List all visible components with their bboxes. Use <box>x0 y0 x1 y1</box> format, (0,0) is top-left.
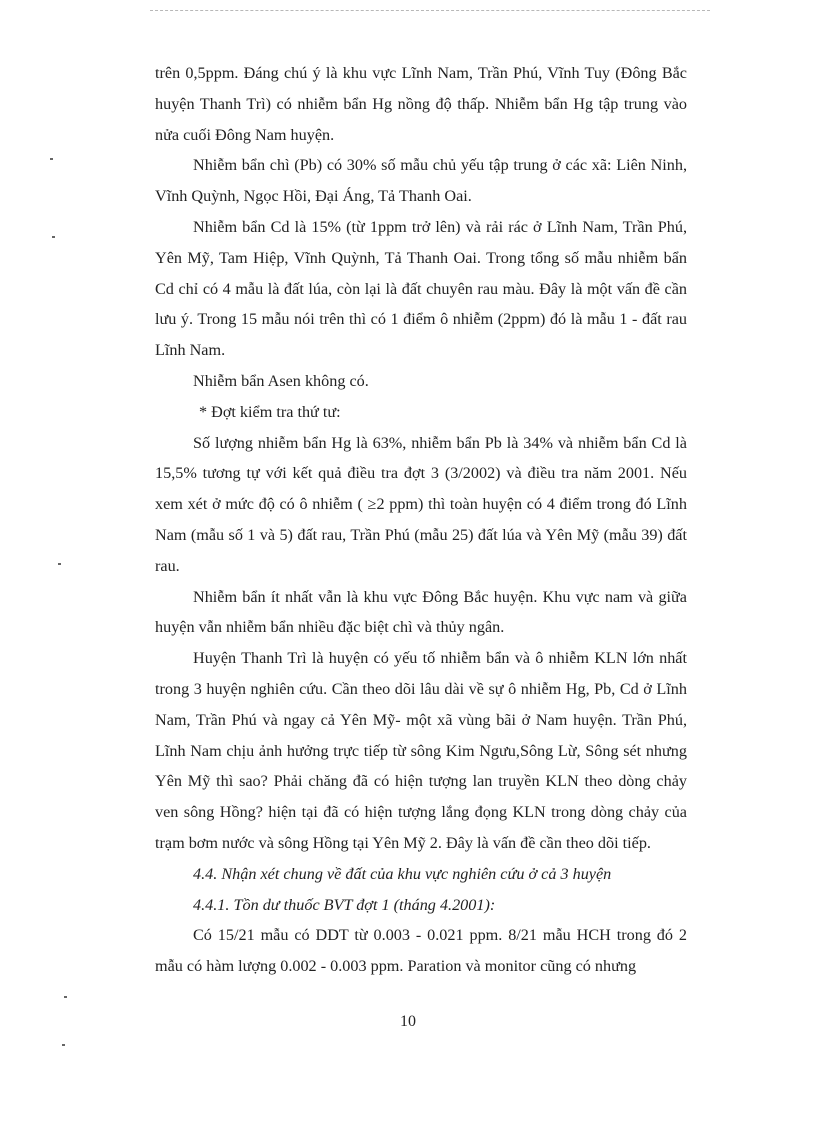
page-number: 10 <box>400 1013 416 1030</box>
document-body <box>155 58 687 982</box>
paragraph: Nhiễm bẩn Cd là 15% (từ 1ppm trở lên) và rải rác ở Lĩnh Nam, Trần Phú, Yên Mỹ, Tam Hiệp, Vĩnh Quỳnh, Tả Thanh Oai. Trong tổng số mẫu nhiễm bẩn Cd chỉ có 4 mẫu là đất lúa, còn lại là đất chuyên rau màu. Đây là một vấn đề cần lưu ý. Trong 15 mẫu nói trên thì có 1 điểm ô nhiễm (2ppm) đó là mẫu 1 - đất rau Lĩnh Nam. <box>155 217 687 360</box>
paragraph: Có 15/21 mẫu có DDT từ 0.003 - 0.021 ppm. 8/21 mẫu HCH trong đó 2 mẫu có hàm lượng 0.002 - 0.003 ppm. Paration và monitor cũng có nhưng <box>155 926 687 976</box>
margin-mark <box>62 1044 65 1046</box>
sub-heading: * Đợt kiểm tra thứ tư: <box>199 402 341 421</box>
paragraph: Nhiễm bẩn ít nhất vẫn là khu vực Đông Bắc huyện. Khu vực nam và giữa huyện vẫn nhiễm bẩn nhiều đặc biệt chì và thủy ngân. <box>155 587 687 637</box>
subsection-heading: 4.4.1. Tồn dư thuốc BVT đợt 1 (tháng 4.2001): <box>193 895 496 914</box>
paragraph: trên 0,5ppm. Đáng chú ý là khu vực Lĩnh Nam, Trần Phú, Vĩnh Tuy (Đông Bắc huyện Thanh Trì) có nhiễm bẩn Hg nồng độ thấp. Nhiễm bẩn Hg tập trung vào nửa cuối Đông Nam huyện. <box>155 64 687 144</box>
paragraph: Nhiễm bẩn Asen không có. <box>193 371 369 390</box>
margin-mark <box>52 236 55 238</box>
margin-mark <box>58 563 61 565</box>
section-heading: 4.4. Nhận xét chung về đất của khu vực nghiên cứu ở cả 3 huyện <box>193 864 612 883</box>
paragraph: Nhiễm bẩn chì (Pb) có 30% số mẫu chủ yếu tập trung ở các xã: Liên Ninh, Vĩnh Quỳnh, Ngọc Hồi, Đại Áng, Tả Thanh Oai. <box>155 156 687 206</box>
paragraph: Huyện Thanh Trì là huyện có yếu tố nhiễm bẩn và ô nhiễm KLN lớn nhất trong 3 huyện nghiên cứu. Cần theo dõi lâu dài về sự ô nhiễm Hg, Pb, Cd ở Lĩnh Nam, Trần Phú và ngay cả Yên Mỹ- một xã vùng bãi ở Nam huyện. Trần Phú, Lĩnh Nam chịu ảnh hưởng trực tiếp từ sông Kim Ngưu,Sông Lừ, Sông sét nhưng Yên Mỹ thì sao? Phải chăng đã có hiện tượng lan truyền KLN theo dòng chảy ven sông Hồng? hiện tại đã có hiện tượng lắng đọng KLN trong dòng chảy của trạm bơm nước và sông Hồng tại Yên Mỹ 2. Đây là vấn đề cần theo dõi tiếp. <box>155 649 687 852</box>
margin-mark <box>64 996 67 998</box>
paragraph: Số lượng nhiễm bẩn Hg là 63%, nhiễm bẩn Pb là 34% và nhiễm bẩn Cd là 15,5% tương tự với kết quả điều tra đợt 3 (3/2002) và điều tra năm 2001. Nếu xem xét ở mức độ có ô nhiễm ( ≥2 ppm) thì toàn huyện có 4 điểm trong đó Lĩnh Nam (mẫu số 1 và 5) đất rau, Trần Phú (mẫu 25) đất lúa và Yên Mỹ (mẫu 39) đất rau. <box>155 433 687 575</box>
margin-mark <box>50 158 53 160</box>
header-rule <box>150 10 710 11</box>
